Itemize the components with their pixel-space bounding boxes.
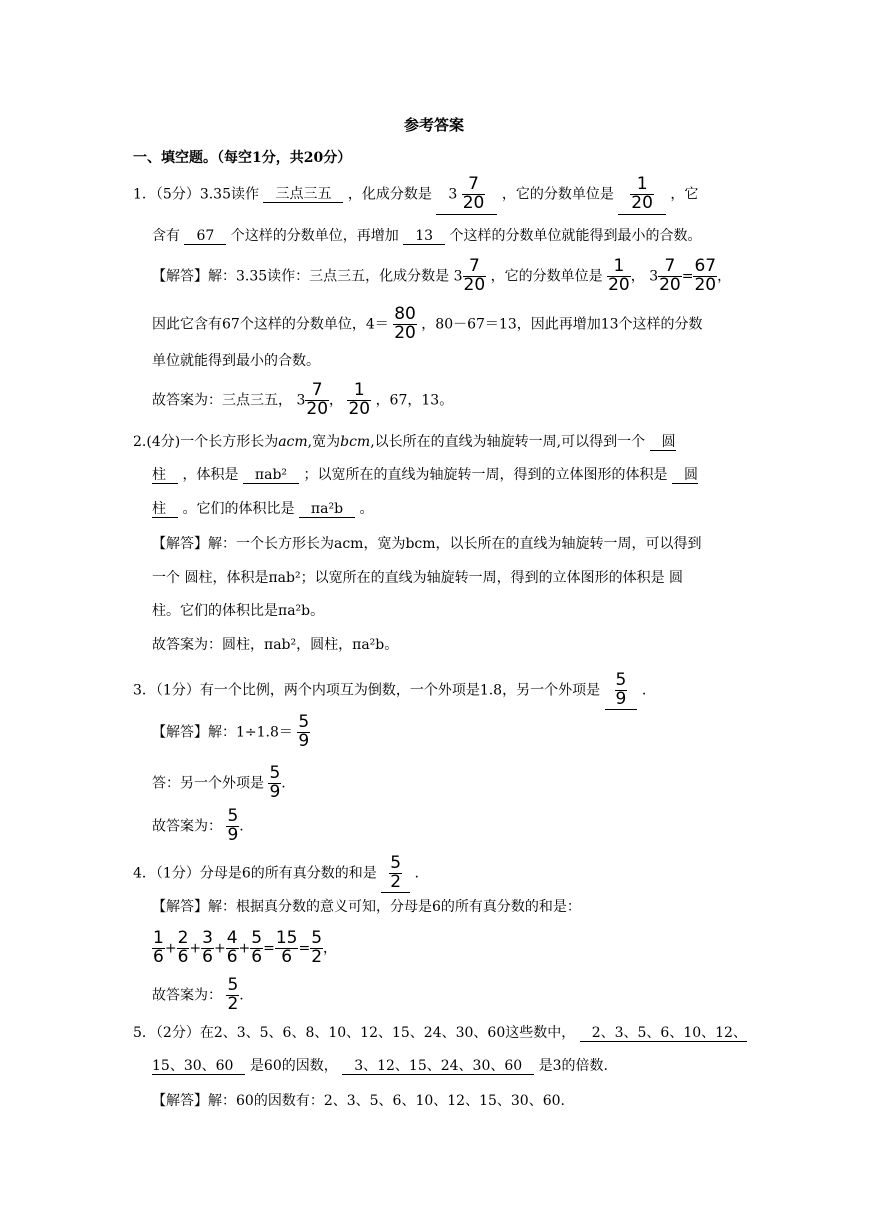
question-4-solution-1: 【解答】解：根据真分数的意义可知，分母是6的所有真分数的和是：	[152, 899, 581, 915]
answer-blank-fraction: $\frac{1}{20}$	[618, 176, 666, 215]
answer-blank: 圆	[650, 435, 676, 451]
answer-blank: 柱	[152, 502, 178, 518]
question-4-final: 故答案为： $\frac{5}{2}$ .	[152, 975, 244, 1014]
answer-blank-mixed: 3 $\frac{7}{20}$	[436, 176, 497, 215]
question-3-solution-1: 【解答】解：1÷1.8＝ $\frac{5}{9}$	[152, 712, 310, 751]
answer-blank-fraction: $\frac{5}{9}$	[605, 672, 638, 710]
answer-blank-fraction: $\frac{5}{2}$	[381, 855, 410, 893]
answer-blank: 2、3、5、6、10、12、	[580, 1026, 747, 1042]
question-5-line-2: 15、30、60 是60的因数， 3、12、15、24、30、60 是3的倍数.	[152, 1058, 608, 1074]
page-title: 参考答案	[404, 116, 465, 134]
question-1-solution-3: 单位就能得到最小的合数。	[152, 353, 320, 369]
answer-blank: 13	[403, 229, 445, 245]
answer-blank: 三点三五	[263, 187, 343, 203]
question-2-solution-1: 【解答】解：一个长方形长为acm，宽为bcm，以长所在的直线为轴旋转一周，可以得到	[152, 536, 702, 552]
question-1-solution-1: 【解答】解：3.35读作：三点三五，化成分数是 3 $\frac{7}{20}$ ，它的分数单位是 $\frac{1}{20}$ ， 3 $\frac{7}{20}$ = $\frac{67}{20}$ ，	[152, 256, 732, 295]
question-1-line-2: 含有 67 个这样的分数单位，再增加 13 个这样的分数单位就能得到最小的合数。	[152, 228, 702, 244]
section-heading: 一、填空题。（每空1分，共20分）	[133, 150, 352, 166]
answer-blank: 67	[184, 229, 226, 245]
question-2-final: 故答案为：圆柱，πab²，圆柱，πa²b。	[152, 637, 399, 653]
answer-blank: 圆	[672, 468, 698, 484]
question-2-solution-3: 柱。它们的体积比是πa²b。	[152, 603, 325, 619]
question-5-solution-1: 【解答】解：60的因数有：2、3、5、6、10、12、15、30、60.	[152, 1093, 565, 1109]
question-4-solution-sum: $\frac{1}{6}$ + $\frac{2}{6}$ + $\frac{3}{6}$ + $\frac{4}{6}$ + $\frac{5}{6}$ = $\frac{15}{6}$ = $\frac{5}{2}$ ，	[153, 928, 338, 967]
question-5-line-1: 5．（2分）在2、3、5、6、8、10、12、15、24、30、60这些数中， 2、3、5、6、10、12、	[133, 1025, 747, 1041]
question-2-line-3: 柱 。它们的体积比是 πa²b 。	[152, 501, 374, 517]
answer-blank: πab²	[243, 468, 299, 484]
question-1-solution-2: 因此它含有67个这样的分数单位，4＝ $\frac{80}{20}$ ，80－67＝13，因此再增加13个这样的分数	[152, 304, 703, 343]
question-1-line-1: 1．（5分）3.35读作 三点三五 ，化成分数是 3 $\frac{7}{20}$ ，它的分数单位是 $\frac{1}{20}$ ，它	[133, 174, 699, 213]
question-3-line-1: 3．（1分）有一个比例，两个内项互为倒数，一个外项是1.8，另一个外项是 $\frac{5}{9}$ .	[133, 670, 647, 709]
answer-blank: 15、30、60	[152, 1059, 245, 1075]
answer-blank: 3、12、15、24、30、60	[342, 1059, 534, 1075]
question-2-line-2: 柱 ，体积是 πab² ；以宽所在的直线为轴旋转一周，得到的立体图形的体积是 圆	[152, 467, 698, 483]
question-3-answer: 答：另一个外项是 $\frac{5}{9}$ .	[152, 763, 286, 802]
question-2-line-1: 2.(4分)一个长方形长为acm,宽为bcm,以长所在的直线为轴旋转一周,可以得到一个 圆	[133, 434, 676, 450]
question-1-final: 故答案为：三点三五， 3 $\frac{7}{20}$ ， $\frac{1}{20}$ ，67，13。	[152, 380, 454, 419]
answer-blank: 柱	[152, 468, 178, 484]
question-4-line-1: 4．（1分）分母是6的所有真分数的和是 $\frac{5}{2}$ .	[133, 853, 419, 892]
answer-blank: πa²b	[299, 502, 355, 518]
question-2-solution-2: 一个 圆柱，体积是πab²；以宽所在的直线为轴旋转一周，得到的立体图形的体积是 圆	[152, 570, 684, 586]
question-3-final: 故答案为： $\frac{5}{9}$ .	[152, 806, 244, 845]
